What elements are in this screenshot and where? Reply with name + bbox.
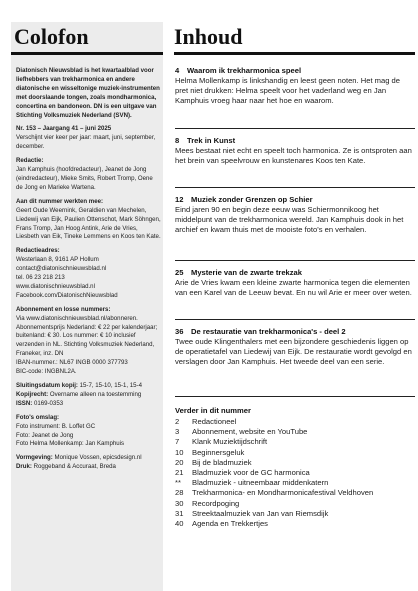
address-line: Westerlaan 8, 9161 AP Hollum xyxy=(16,256,99,264)
photo-credit: Foto instrument: B. Loffet GC xyxy=(16,422,96,430)
photo-credit: Foto: Jeanet de Jong xyxy=(16,431,74,439)
inhoud-heading: Inhoud xyxy=(174,24,243,49)
toc-article[interactable] xyxy=(175,327,415,368)
article-title: Muziek zonder Grenzen op Schier xyxy=(191,195,313,204)
colofon-subscription xyxy=(16,306,161,377)
article-summary: Eind jaren 90 en begin deze eeuw was Schiermonnikoog het middelpunt van de trekharmonica wereld. Jan Kamphuis dook in het archief en kwam thuis met de mooiste foto's en verhalen. xyxy=(175,205,404,235)
item-title: Bladmuziek voor de GC harmonica xyxy=(192,468,310,478)
bic-line: BIC-code: INGBNL2A. xyxy=(16,368,77,376)
photo-credit: Foto Helma Mollenkamp: Jan Kamphuis xyxy=(16,440,125,448)
more-in-issue-list xyxy=(175,417,415,529)
colofon-panel xyxy=(11,22,163,591)
colofon-issue-block xyxy=(16,125,161,152)
colofon-body xyxy=(16,67,161,477)
deadline-text: 15-7, 15-10, 15-1, 15-4 xyxy=(77,382,142,389)
colofon-copy-info xyxy=(16,382,161,409)
item-page-number: 20 xyxy=(175,457,184,467)
print-label: Druk: xyxy=(16,463,32,471)
colofon-issue-note: Verschijnt vier keer per jaar: maart, juni, september, december. xyxy=(16,134,156,151)
article-page-number: 8 xyxy=(175,136,180,145)
colofon-address xyxy=(16,247,161,300)
copyright-text: Overname alleen na toestemming xyxy=(48,390,142,398)
item-page-number: ** xyxy=(175,478,181,488)
item-page-number: 30 xyxy=(175,498,184,508)
item-page-number: 31 xyxy=(175,508,184,518)
list-item[interactable] xyxy=(175,417,415,427)
article-title: Waarom ik trekharmonica speel xyxy=(187,66,302,75)
list-item[interactable] xyxy=(175,427,415,437)
item-page-number: 10 xyxy=(175,447,184,457)
article-divider xyxy=(175,128,415,129)
article-summary: Mees bestaat niet echt en speelt toch harmonica. Ze is ontsproten aan het brein van speelvrouw en kunstenares Koos ten Kate. xyxy=(175,146,412,166)
list-item[interactable] xyxy=(175,468,415,478)
item-page-number: 28 xyxy=(175,488,184,498)
list-item[interactable] xyxy=(175,509,415,519)
redactie-text: Jan Kamphuis (hoofdredacteur), Jeanet de Jong (eindredacteur), Mieke Smits, Robert Tromp, Oene de Jong en Marieke Wartena. xyxy=(16,166,153,191)
contributors-text: Geert Oude Weernink, Geraldien van Mechelen, Liedewij van Eijk, Paulien Ottenschot, Mark Söhngen, Frans Tromp, Jan Hoog Antink, Arie de Vries, Liesbeth van Eik, Tineke Lemmens en Koos ten Kate. xyxy=(16,206,161,241)
colofon-issue: Nr. 153 – Jaargang 41 – juni 2025 xyxy=(16,125,112,133)
article-page-number: 12 xyxy=(175,195,184,204)
article-divider xyxy=(175,396,415,397)
colofon-heading-rule xyxy=(11,52,163,55)
article-page-number: 25 xyxy=(175,268,184,277)
item-page-number: 3 xyxy=(175,427,180,437)
item-page-number: 2 xyxy=(175,417,180,426)
article-page-number: 36 xyxy=(175,327,184,336)
copyright-label: Kopijrecht: xyxy=(16,390,49,398)
article-divider xyxy=(175,319,415,320)
article-title: Mysterie van de zwarte trekzak xyxy=(191,268,303,277)
article-page-number: 4 xyxy=(175,66,180,75)
iban-line: IBAN-nummer.: NL67 INGB 0000 377793 xyxy=(16,359,128,367)
website-link[interactable]: www.diatonischnieuwsblad.nl xyxy=(16,282,95,290)
item-title: Redactioneel xyxy=(192,417,237,426)
toc-article[interactable] xyxy=(175,136,415,166)
subscription-text: Via www.diatonischnieuwsblad.nl/abonneren. Abonnementsprijs Nederland: € 22 per kalenderjaar; buitenland: € 30. Los nummer: € 10 inclusief verzenden in NL. Stichting Volksmuziek Nederland, Franeker, inz. DN xyxy=(16,314,158,358)
article-summary: Helma Mollenkamp is linkshandig en leest geen noten. Het mag de pret niet drukken: Helma speelt voor het vaderland weg en Jan Kamphuis vroeg haar naar het hoe en waarom. xyxy=(175,76,400,106)
item-title: Streektaalmuziek van Jan van Riemsdijk xyxy=(192,508,329,518)
list-item[interactable] xyxy=(175,478,415,488)
inhoud-heading-rule xyxy=(174,52,415,55)
facebook-link[interactable]: Facebook.com/DiatonischNieuwsblad xyxy=(16,291,118,299)
more-in-issue-heading: Verder in dit nummer xyxy=(175,406,251,415)
item-title: Klank Muziektijdschrift xyxy=(192,437,268,447)
item-title: Trekharmonica- en Mondharmonicafestival Veldhoven xyxy=(192,488,374,498)
item-page-number: 7 xyxy=(175,437,180,447)
colofon-heading: Colofon xyxy=(14,24,89,49)
item-page-number: 21 xyxy=(175,468,184,478)
list-item[interactable] xyxy=(175,448,415,458)
colofon-redactie xyxy=(16,157,161,193)
colofon-production xyxy=(16,454,161,472)
deadline-label: Sluitingsdatum kopij: xyxy=(16,382,78,389)
contributors-label: Aan dit nummer werkten mee: xyxy=(16,197,104,205)
item-title: Beginnersgeluk xyxy=(192,447,245,457)
design-label: Vormgeving: xyxy=(16,454,53,462)
subscription-label: Abonnement en losse nummers: xyxy=(16,305,111,313)
item-title: Bladmuziek - uitneembaar middenkatern xyxy=(192,478,329,488)
issn-label: ISSN: xyxy=(16,399,33,407)
toc-article[interactable] xyxy=(175,268,415,298)
toc-article[interactable] xyxy=(175,66,415,107)
design-text: Monique Vossen, epicsdesign.nl xyxy=(52,454,142,462)
phone-line: tel. 06 23 218 213 xyxy=(16,274,65,282)
list-item[interactable] xyxy=(175,519,415,529)
item-title: Agenda en Trekkertjes xyxy=(192,519,268,529)
list-item[interactable] xyxy=(175,488,415,498)
article-title: Trek in Kunst xyxy=(187,136,236,145)
email-link[interactable]: contact@diatonischnieuwsblad.nl xyxy=(16,265,107,273)
colofon-intro: Diatonisch Nieuwsblad is het kwartaalblad voor liefhebbers van trekharmonica en andere diatonische en wisseltonige muziek-instrumenten met doorslaande tongen, zoals mondharmonica, concertina en bandoneon. DN is een uitgave van Stichting Volksmuziek Nederland (SVN). xyxy=(16,67,160,119)
item-title: Bij de bladmuziek xyxy=(192,457,252,467)
article-divider xyxy=(175,260,415,261)
print-text: Roggeband & Accuraat, Breda xyxy=(31,463,116,471)
colofon-contributors xyxy=(16,198,161,243)
list-item[interactable] xyxy=(175,458,415,468)
article-title: De restauratie van trekharmonica's - deel 2 xyxy=(191,327,346,336)
item-page-number: 40 xyxy=(175,519,184,529)
issn-text: 0169-0353 xyxy=(32,399,64,407)
item-title: Abonnement, website en YouTube xyxy=(192,427,308,437)
toc-article[interactable] xyxy=(175,195,415,236)
item-title: Recordpoging xyxy=(192,498,240,508)
list-item[interactable] xyxy=(175,499,415,509)
article-divider xyxy=(175,187,415,188)
article-summary: Arie de Vries kwam een kleine zwarte harmonica tegen die elementen van een Karel van de Leeuw bevat. En nu wil Arie er meer over weten. xyxy=(175,278,412,298)
article-summary: Twee oude Klingenthalers met een bijzondere geschiedenis liggen op de operatietafel van Liedewij van Eijk. De restauratie wordt gevolgd en verslagen door Jan Kamphuis. Het tweede deel van een serie. xyxy=(175,337,412,367)
list-item[interactable] xyxy=(175,437,415,447)
redactie-label: Redactie: xyxy=(16,157,44,165)
address-label: Redactieadres: xyxy=(16,247,60,255)
colofon-photos xyxy=(16,414,161,450)
photos-label: Foto's omslag: xyxy=(16,413,60,421)
